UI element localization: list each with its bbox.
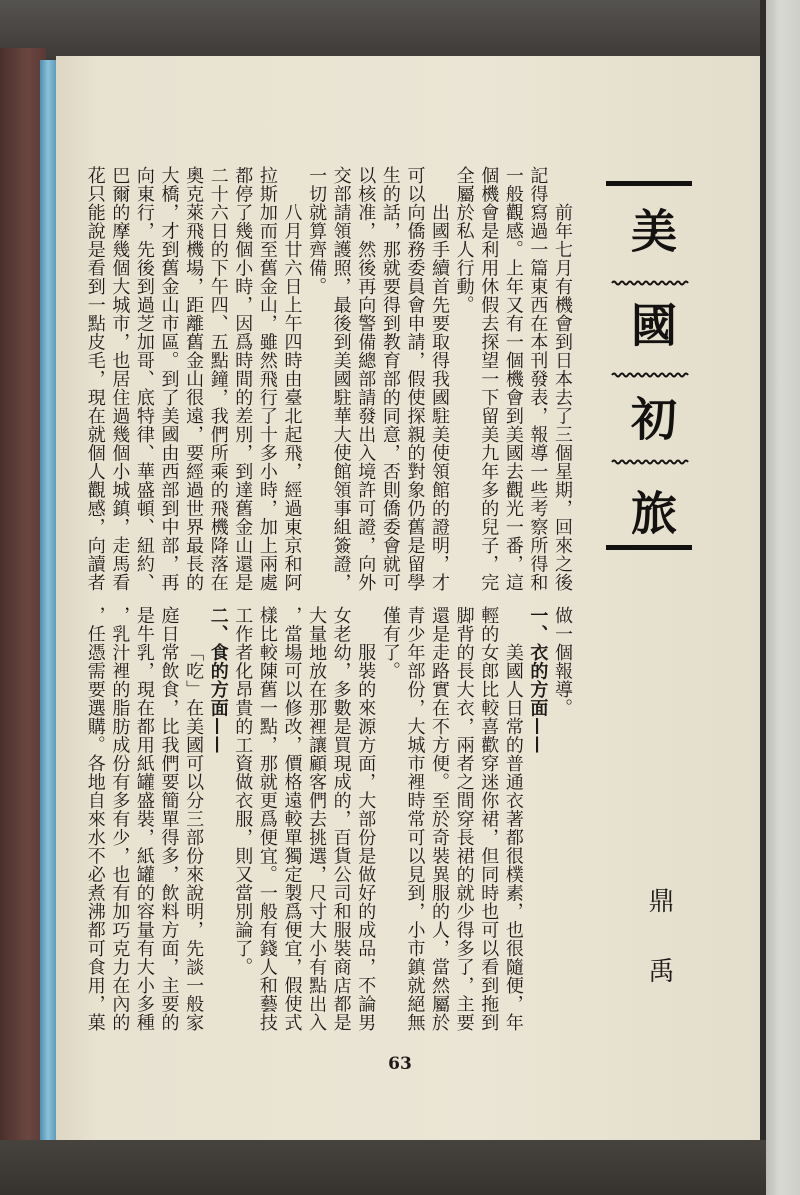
text-column: 二十六日的下午四、五點鐘，我們所乘的飛機降落在 [207,166,229,592]
text-column: 都停了幾個小時，因爲時間的差別，到達舊金山還是 [232,166,254,592]
section-heading-clothing: 一、衣的方面—— [527,606,549,754]
text-column: 八月廿六日上午四時由臺北起飛，經過東京和阿 [281,203,303,592]
text-column: 全屬於私人行動。 [453,166,475,314]
text-column: 生的話，那就要得到教育部的同意，否則僑委會就可 [379,166,401,592]
text-column: 做一個報導。 [552,606,573,717]
text-column: 個機會是利用休假去探望一下留美九年多的兒子，完 [478,166,500,592]
text-column: 美國人日常的普通衣著都很樸素，也很隨便，年 [502,643,524,1032]
text-column: 還是走路實在不方便。至於奇裝異服的人，當然屬於 [429,606,451,1032]
text-column: 庭日常飲食，比我們要簡單得多，飲料方面，主要的 [158,606,180,1032]
facing-page-edge [766,0,800,1195]
text-column: 奧克萊飛機場，距離舊金山很遠，要經過世界最長的 [183,166,205,592]
upper-text-block [82,166,574,606]
scan-top-edge [0,0,770,58]
text-column: ，乳汁裡的脂肪成份有多有少，也有加巧克力在內的 [109,606,131,1032]
text-column: 向東行，先後到過芝加哥、底特律、華盛頓、紐約、 [133,166,155,592]
text-column: 拉斯加而至舊金山，雖然飛行了十多小時，加上兩處 [256,166,278,592]
author-name: 鼎禹 [644,887,674,1027]
page-number: 63 [388,1054,412,1074]
scan-bottom-edge [0,1140,766,1195]
text-column: 以核准，然後再向警備總部請發出入境許可證，向外 [355,166,377,592]
text-column: 樣比較陳舊一點，那就更爲便宜。一般有錢人和藝技 [256,606,278,1032]
lower-text-block [82,606,574,1046]
article-title: 美國初旅 [624,207,678,583]
text-column: 可以向僑務委員會申請，假使探親的對象仍舊是留學 [404,166,426,592]
text-column: 青少年部份，大城市裡時常可以見到，小市鎮就絕無 [404,606,426,1032]
text-column: 出國手續首先要取得我國駐美使領館的證明，才 [429,203,451,592]
text-column: 前年七月有機會到日本去了三個星期，回來之後 [552,203,573,592]
text-column: 女老幼，多數是買現成的，百貨公司和服裝商店都是 [330,606,352,1032]
text-column: 記得寫過一篇東西在本刊發表，報導一些考察所得和 [527,166,549,592]
text-column: 工作者化昂貴的工資做衣服，則又當別論了。 [232,606,254,976]
text-column: 大量地放在那裡讓顧客們去挑選，尺寸大小有點出入 [306,606,328,1032]
text-column: 輕的女郎比較喜歡穿迷你裙，但同時也可以看到拖到 [478,606,500,1032]
text-column: 一切就算齊備。 [306,166,328,296]
text-column: 是牛乳，現在都用紙罐盛裝，紙罐的容量有大小多種 [133,606,155,1032]
section-heading-food: 二、食的方面—— [207,606,229,754]
page-edge-stripe [40,60,56,1140]
title-top-rule [606,181,692,186]
text-column: 巴爾的摩幾個大城市，也居住過幾個小城鎮，走馬看 [109,166,131,592]
text-column: ，當場可以修改，價格遠較單獨定製爲便宜，假使式 [281,606,303,1032]
text-column: 僅有了。 [379,606,401,680]
text-column: 「吃」在美國可以分三部份來說明，先談一般家 [183,643,205,1032]
text-column: 脚背的長大衣，兩者之間穿長裙的就少得多了，主要 [453,606,475,1032]
text-column: 大橋，才到舊金山市區。到了美國由西部到中部，再 [158,166,180,592]
text-column: 花只能說是看到一點皮毛，現在就個人觀感，向讀者 [84,166,106,592]
text-column: 一般觀感。上年又有一個機會到美國去觀光一番，這 [502,166,524,592]
text-column: ，任憑需要選購。各地自來水不必煮沸都可食用，菓 [84,606,106,1032]
text-column: 服裝的來源方面，大部份是做好的成品，不論男 [355,643,377,1032]
text-column: 交部請領護照，最後到美國駐華大使館領事組簽證， [330,166,352,592]
